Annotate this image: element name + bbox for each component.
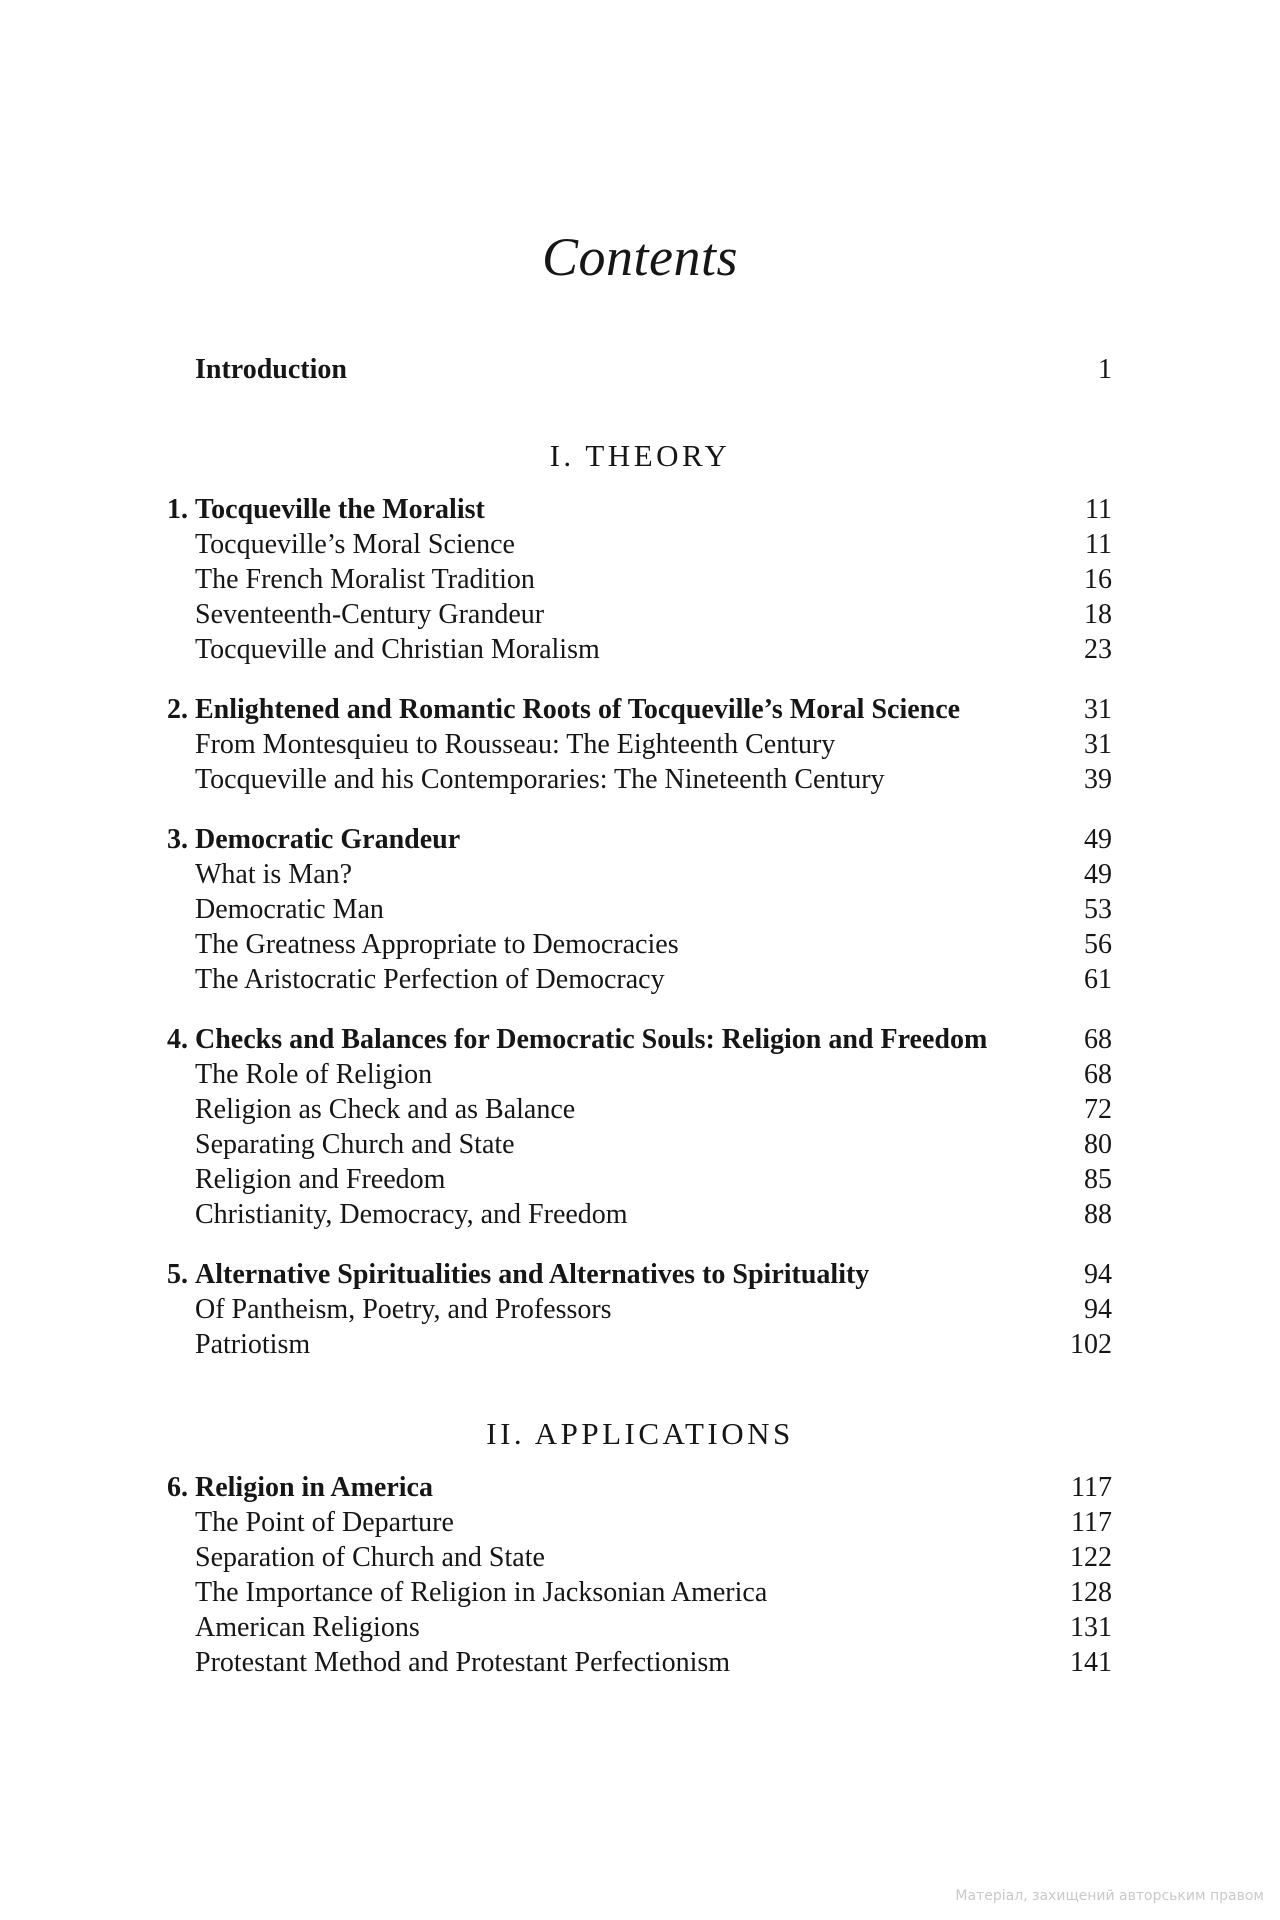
section-title: The Greatness Appropriate to Democracies [195, 929, 679, 960]
toc-page-number: 23 [1084, 634, 1112, 665]
toc-section[interactable] [152, 1645, 1112, 1681]
toc-section[interactable] [152, 632, 1112, 668]
section-title: Of Pantheism, Poetry, and Professors [195, 1294, 612, 1325]
section-title: From Montesquieu to Rousseau: The Eighteenth Century [195, 729, 836, 760]
section-title: Seventeenth-Century Grandeur [195, 599, 545, 630]
toc-chapter-6[interactable] [152, 1470, 1112, 1506]
toc-section[interactable] [152, 762, 1112, 798]
chapter-number: 5. [167, 1259, 188, 1290]
part-heading-applications: II. APPLICATIONS [486, 1416, 794, 1451]
section-title: Christianity, Democracy, and Freedom [195, 1199, 628, 1230]
chapter-title: Democratic Grandeur [195, 824, 461, 855]
chapter-number: 1. [167, 494, 188, 525]
chapter-title: Checks and Balances for Democratic Souls: Religion and Freedom [195, 1024, 988, 1055]
toc-page-number: 94 [1084, 1294, 1112, 1325]
toc-section[interactable] [152, 1575, 1112, 1611]
toc-section[interactable] [152, 597, 1112, 633]
toc-page-number: 131 [1070, 1612, 1112, 1643]
section-title: Tocqueville’s Moral Science [195, 529, 515, 560]
section-title: Religion as Check and as Balance [195, 1094, 576, 1125]
toc-section[interactable] [152, 1162, 1112, 1198]
toc-page-number: 11 [1085, 529, 1112, 560]
toc-page-number: 72 [1084, 1094, 1112, 1125]
toc-page-number: 31 [1084, 694, 1112, 725]
section-title: Tocqueville and Christian Moralism [195, 634, 600, 665]
toc-page-number: 39 [1084, 764, 1112, 795]
chapter-title: Enlightened and Romantic Roots of Tocqueville’s Moral Science [195, 694, 961, 725]
toc-page-number: 1 [1098, 354, 1112, 385]
chapter-number: 2. [167, 694, 188, 725]
copyright-watermark: Матеріал, захищений авторським правом [955, 1888, 1264, 1904]
toc-page-number: 122 [1070, 1542, 1112, 1573]
toc-section[interactable] [152, 962, 1112, 998]
toc-page-number: 53 [1084, 894, 1112, 925]
toc-page-number: 94 [1084, 1259, 1112, 1290]
section-title: The Aristocratic Perfection of Democracy [195, 964, 665, 995]
toc-section[interactable] [152, 1610, 1112, 1646]
toc-entry-title: Introduction [195, 354, 347, 385]
toc-page-number: 49 [1084, 824, 1112, 855]
toc-chapter-5[interactable] [152, 1257, 1112, 1293]
chapter-title: Tocqueville the Moralist [195, 494, 485, 525]
toc-page-number: 49 [1084, 859, 1112, 890]
toc-page-number: 68 [1084, 1059, 1112, 1090]
toc-section[interactable] [152, 1327, 1112, 1363]
toc-page-number: 85 [1084, 1164, 1112, 1195]
section-title: Patriotism [195, 1329, 311, 1360]
toc-section[interactable] [152, 727, 1112, 763]
toc-page-number: 18 [1084, 599, 1112, 630]
section-title: Protestant Method and Protestant Perfectionism [195, 1647, 731, 1678]
toc-section[interactable] [152, 892, 1112, 928]
toc-chapter-2[interactable] [152, 692, 1112, 728]
chapter-title: Alternative Spiritualities and Alternatives to Spirituality [195, 1259, 870, 1290]
toc-page-number: 88 [1084, 1199, 1112, 1230]
toc-section[interactable] [152, 927, 1112, 963]
toc-page-number: 61 [1084, 964, 1112, 995]
toc-introduction[interactable] [152, 352, 1112, 388]
toc-chapter-4[interactable] [152, 1022, 1112, 1058]
page-title: Contents [541, 227, 738, 287]
section-title: Democratic Man [195, 894, 384, 925]
toc-page-number: 68 [1084, 1024, 1112, 1055]
section-title: Religion and Freedom [195, 1164, 446, 1195]
section-title: Separation of Church and State [195, 1542, 545, 1573]
section-title: The French Moralist Tradition [195, 564, 535, 595]
toc-section[interactable] [152, 1197, 1112, 1233]
section-title: Separating Church and State [195, 1129, 515, 1160]
toc-page-number: 128 [1070, 1577, 1112, 1608]
section-title: The Importance of Religion in Jacksonian America [195, 1577, 768, 1608]
toc-section[interactable] [152, 857, 1112, 893]
toc-page-number: 102 [1070, 1329, 1112, 1360]
section-title: The Role of Religion [195, 1059, 433, 1090]
toc-page-number: 56 [1084, 929, 1112, 960]
toc-page-number: 31 [1084, 729, 1112, 760]
toc-section[interactable] [152, 527, 1112, 563]
chapter-title: Religion in America [195, 1472, 433, 1503]
toc-page-number: 117 [1071, 1507, 1112, 1538]
toc-page-number: 117 [1071, 1472, 1112, 1503]
toc-page-number: 11 [1085, 494, 1112, 525]
section-title: The Point of Departure [195, 1507, 454, 1538]
toc-section[interactable] [152, 1540, 1112, 1576]
toc-section[interactable] [152, 1092, 1112, 1128]
toc-chapter-1[interactable] [152, 492, 1112, 528]
toc-section[interactable] [152, 562, 1112, 598]
part-heading-theory: I. THEORY [549, 438, 731, 473]
section-title: American Religions [195, 1612, 420, 1643]
toc-section[interactable] [152, 1127, 1112, 1163]
toc-page-number: 16 [1084, 564, 1112, 595]
section-title: Tocqueville and his Contemporaries: The Nineteenth Century [195, 764, 885, 795]
chapter-number: 6. [167, 1472, 188, 1503]
toc-section[interactable] [152, 1292, 1112, 1328]
chapter-number: 3. [167, 824, 188, 855]
toc-chapter-3[interactable] [152, 822, 1112, 858]
chapter-number: 4. [167, 1024, 188, 1055]
toc-page-number: 80 [1084, 1129, 1112, 1160]
toc-section[interactable] [152, 1505, 1112, 1541]
toc-section[interactable] [152, 1057, 1112, 1093]
section-title: What is Man? [195, 859, 353, 890]
toc-page-number: 141 [1070, 1647, 1112, 1678]
